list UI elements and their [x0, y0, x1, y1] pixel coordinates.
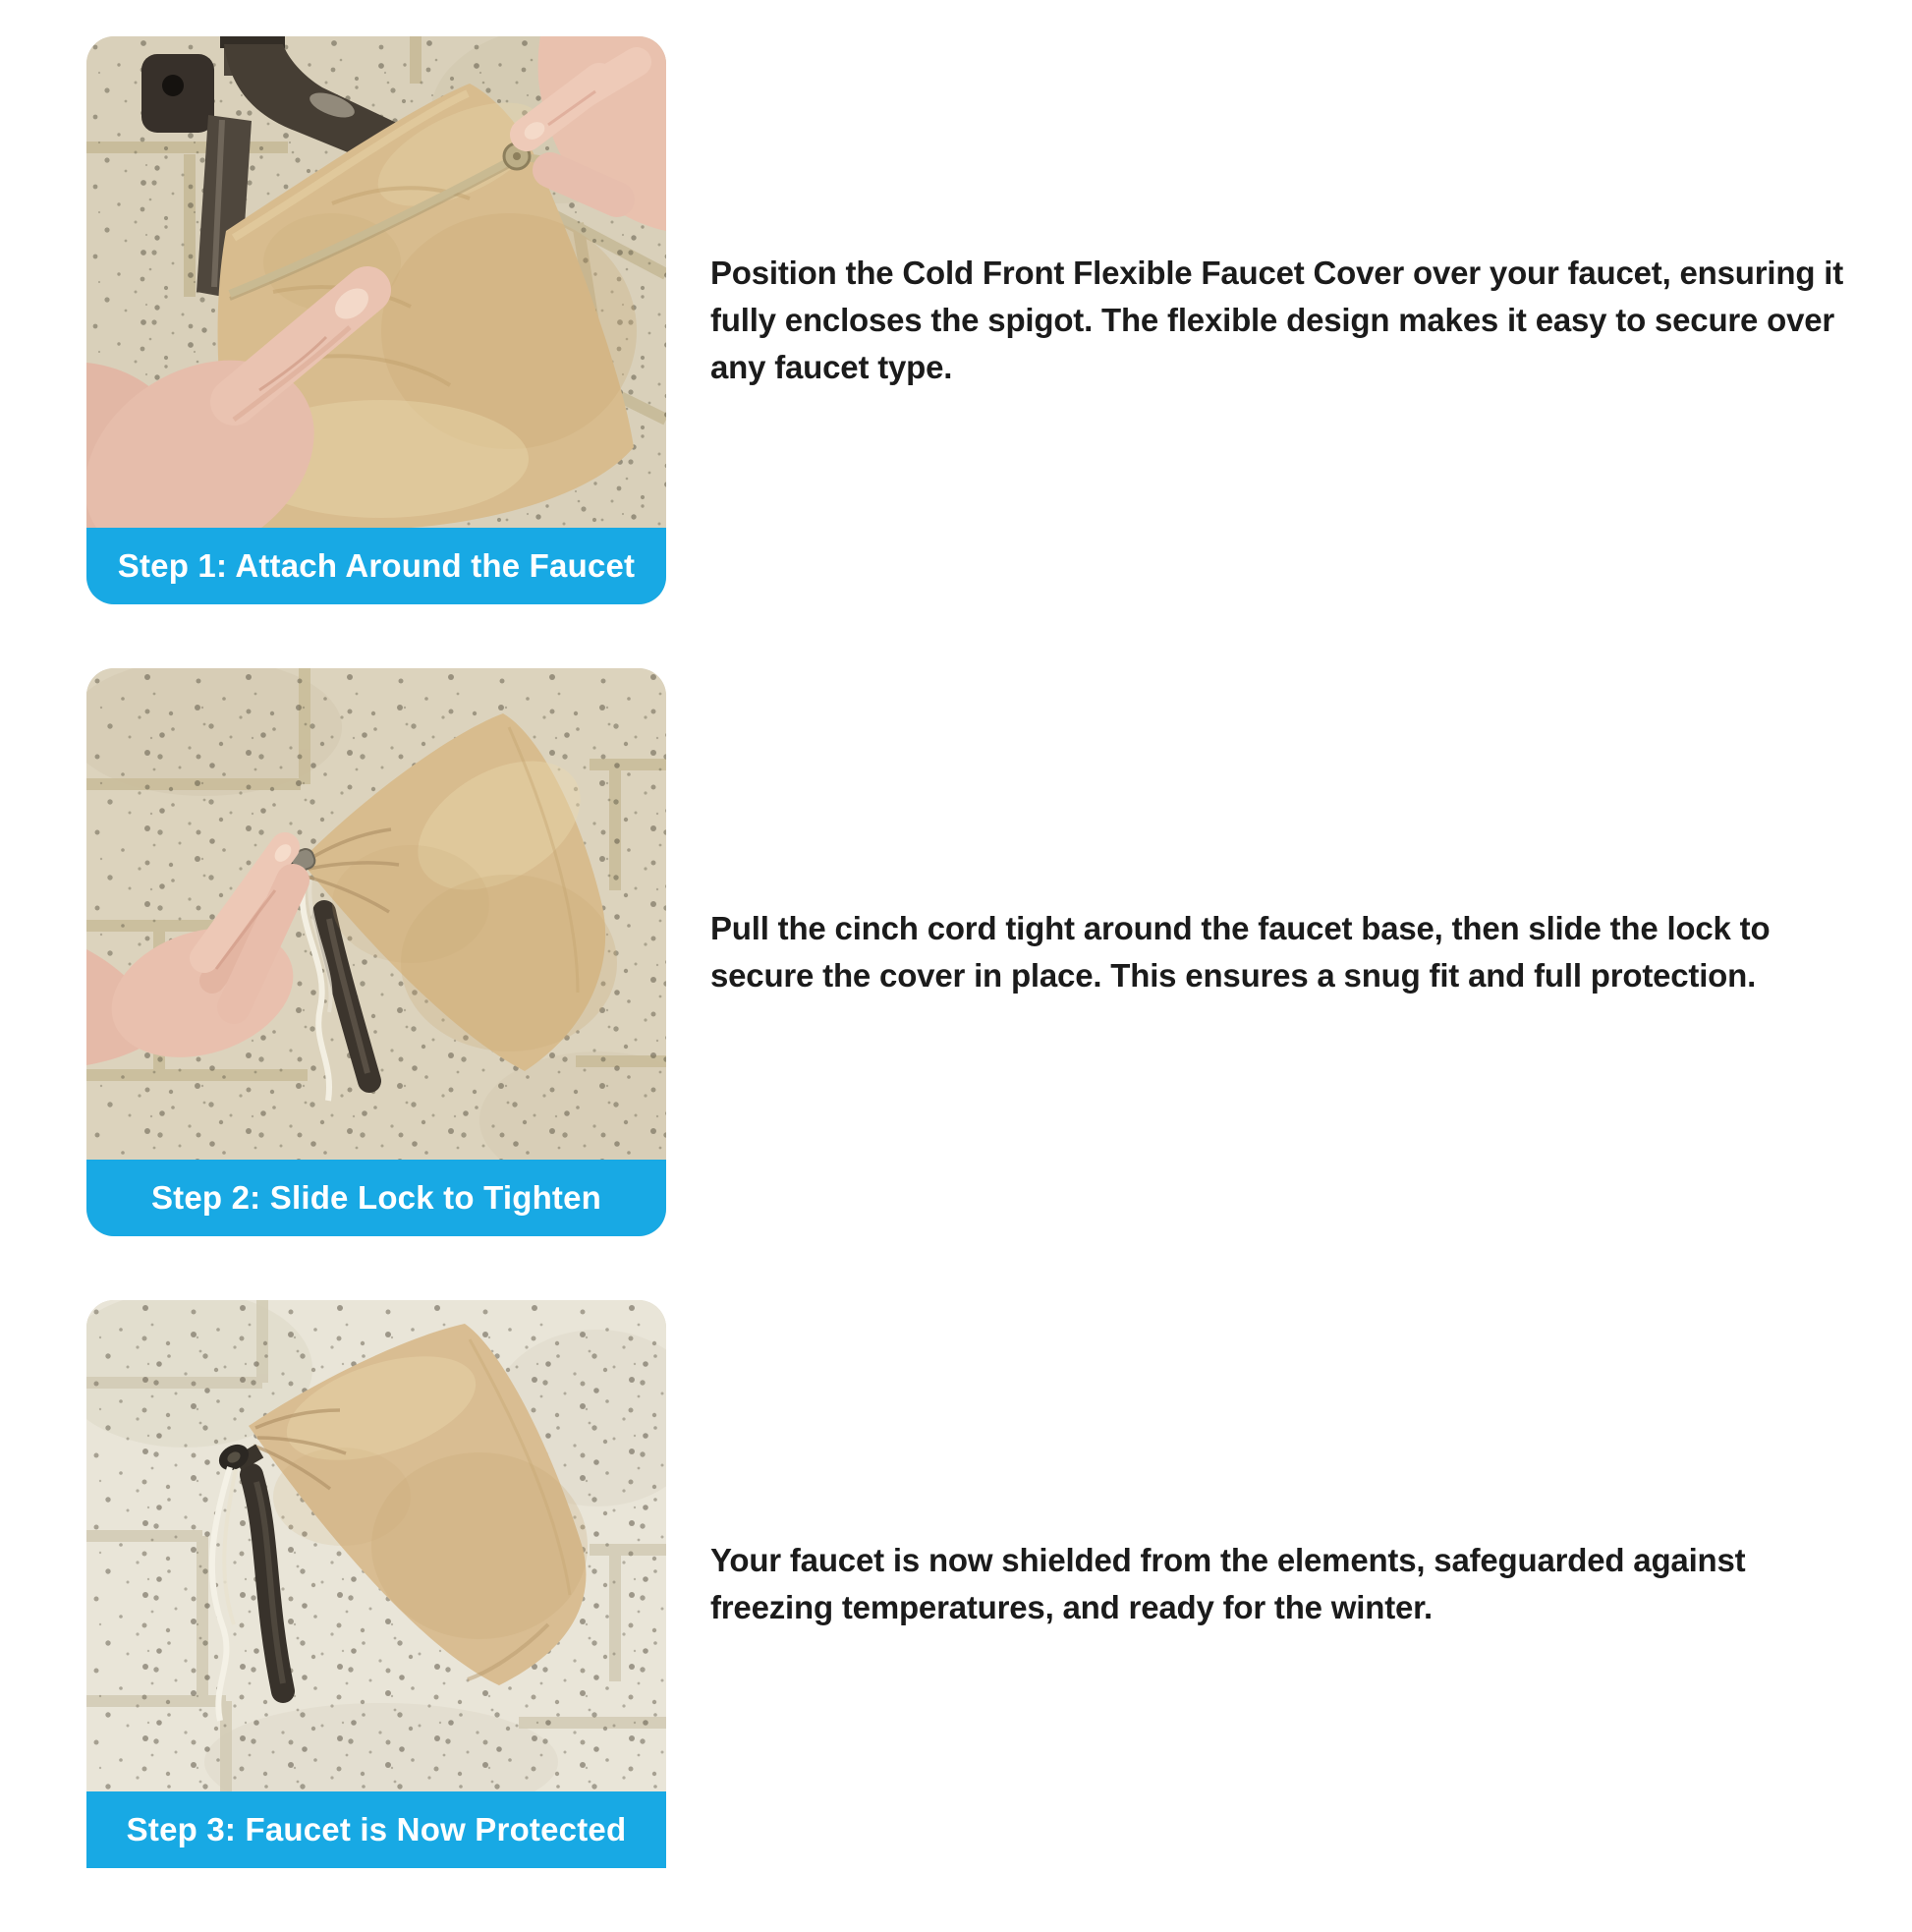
step-1-description: Position the Cold Front Flexible Faucet Cover over your faucet, ensuring it fully encloses the spigot. The flexible design makes it easy to secure over any faucet type.	[710, 255, 1844, 385]
step-2-caption-bar	[86, 1160, 666, 1236]
step-3-photo	[86, 1300, 666, 1791]
step-3-caption-text: Step 3: Faucet is Now Protected	[126, 1811, 627, 1847]
step-2-row	[86, 668, 1855, 1236]
step-1-caption-text: Step 1: Attach Around the Faucet	[117, 547, 636, 584]
step-2-photo	[86, 668, 666, 1160]
step-3-caption-bar	[86, 1791, 666, 1868]
step-3-card	[86, 1300, 666, 1868]
step-1-row	[86, 36, 1855, 604]
step-1-caption-bar	[86, 528, 666, 604]
step-1-photo	[86, 36, 666, 528]
step-3-description: Your faucet is now shielded from the elements, safeguarded against freezing temperatures, and ready for the winter.	[710, 1542, 1746, 1625]
step-1-card	[86, 36, 666, 604]
instruction-page	[86, 36, 1855, 1932]
step-2-description: Pull the cinch cord tight around the faucet base, then slide the lock to secure the cover in place. This ensures a snug fit and full protection.	[710, 910, 1771, 994]
step-3-row	[86, 1300, 1855, 1868]
step-2-caption-text: Step 2: Slide Lock to Tighten	[150, 1179, 602, 1216]
step-2-card	[86, 668, 666, 1236]
